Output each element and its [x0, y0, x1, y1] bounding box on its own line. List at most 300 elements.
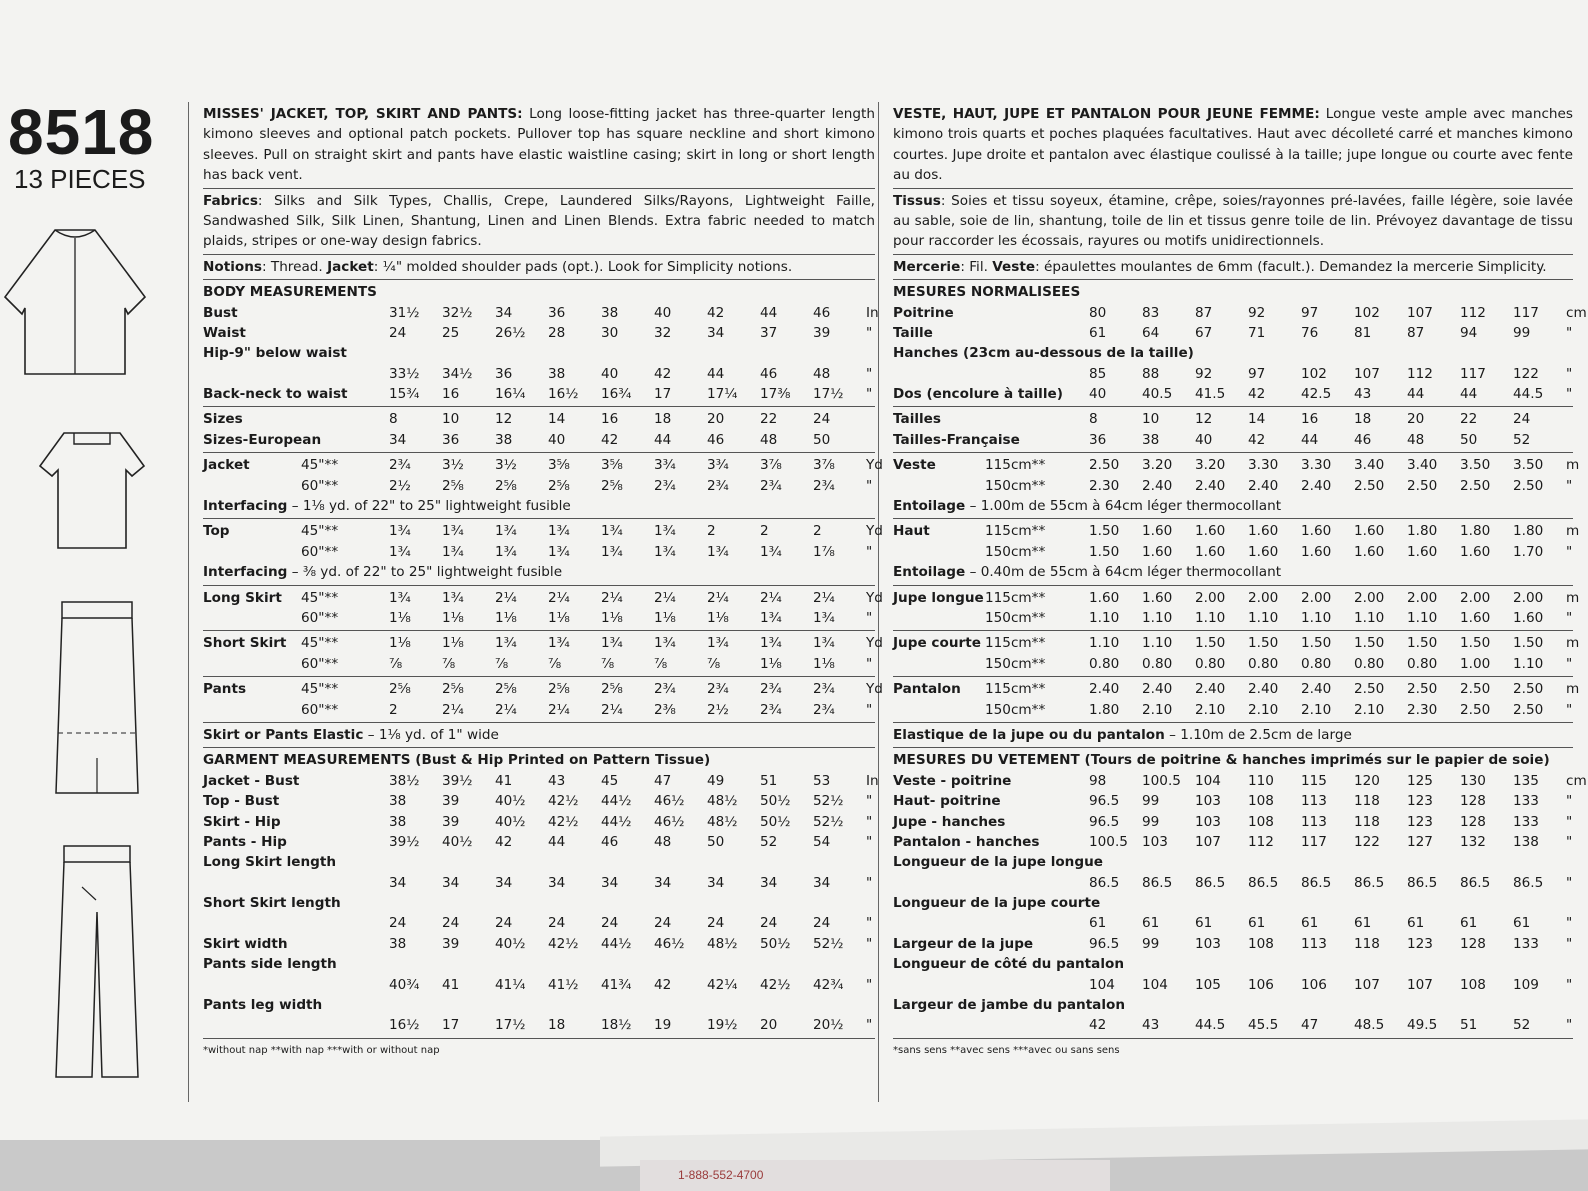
table-cell: 106 [1301, 976, 1327, 993]
table-cell: 103 [1142, 833, 1168, 850]
table-cell: 61 [1142, 915, 1160, 932]
fabric-width: 150cm** [985, 543, 1046, 560]
yardage-cell: 2.40 [1248, 681, 1279, 698]
veste-entoilage [893, 496, 1573, 516]
row-label: Pants - Hip [203, 833, 287, 850]
table-cell: 40 [654, 304, 672, 321]
yardage-cell: ⅞ [548, 655, 562, 672]
elastique-label: Elastique de la jupe ou du pantalon [893, 726, 1165, 743]
entoilage-text: – 1.00m de 55cm à 64cm léger thermocollant [965, 498, 1282, 515]
table-cell: 86.5 [1354, 874, 1385, 891]
row-spacer [985, 975, 1089, 995]
row-label: Taille [893, 324, 933, 341]
yardage-cell: 2.00 [1195, 589, 1226, 606]
fabrics-label: Fabrics [203, 192, 258, 209]
table-cell: 40½ [495, 813, 526, 830]
table-cell: 51 [760, 772, 778, 789]
yardage-cell: 2.50 [1513, 681, 1544, 698]
table-cell: 24 [495, 915, 513, 932]
unit-cell: " [866, 609, 873, 626]
table-cell: 46 [707, 431, 725, 448]
unit-cell: " [1566, 609, 1573, 626]
table-cell: 36 [1089, 431, 1107, 448]
table-cell: 122 [1513, 365, 1539, 382]
table-cell: 34 [707, 874, 725, 891]
yardage-label-blank [893, 476, 985, 496]
unit-cell: " [1566, 477, 1573, 494]
unit-cell: " [866, 477, 873, 494]
table-cell: 43 [1142, 1017, 1160, 1034]
table-cell: 39 [813, 324, 831, 341]
table-cell: 86.5 [1407, 874, 1438, 891]
jacket-interfacing [203, 496, 875, 516]
yardage-cell: 0.80 [1089, 655, 1120, 672]
yardage-cell: 2.00 [1407, 589, 1438, 606]
row-label: Back-neck to waist [203, 386, 348, 403]
table-cell: 22 [760, 411, 778, 428]
unit-cell: m [1566, 635, 1580, 652]
row-label-blank [203, 913, 301, 933]
table-cell: 18 [548, 1017, 566, 1034]
table-cell: 10 [442, 411, 460, 428]
row-label: Jacket - Bust [203, 772, 300, 789]
table-cell: 109 [1513, 976, 1539, 993]
unit-cell: Yd [866, 589, 883, 606]
table-cell: 42¼ [707, 976, 738, 993]
top-sketch [34, 428, 150, 553]
table-cell: 94 [1460, 324, 1478, 341]
table-cell: 39½ [442, 772, 473, 789]
yardage-cell: 2.40 [1301, 477, 1332, 494]
unit-cell: m [1566, 589, 1580, 606]
table-cell: 132 [1460, 833, 1486, 850]
table-cell: 44 [760, 304, 778, 321]
interfacing-label: Interfacing [203, 498, 288, 515]
yardage-cell: 2.50 [1460, 681, 1491, 698]
row-spacer [301, 873, 389, 893]
yardage-cell: 1.50 [1195, 635, 1226, 652]
yardage-cell: 1.80 [1513, 523, 1544, 540]
unit-cell: " [1566, 793, 1573, 810]
yardage-cell: 2.40 [1142, 681, 1173, 698]
row-label: Bust [203, 304, 238, 321]
pattern-number: 8518 [8, 96, 155, 168]
row-label: Skirt - Hip [203, 813, 281, 830]
yardage-cell: 2¾ [813, 477, 835, 494]
yardage-label: Veste [893, 457, 936, 474]
yardage-cell: 1¾ [760, 635, 782, 652]
yardage-cell: 2¾ [760, 681, 782, 698]
row-label: Haut- poitrine [893, 793, 1001, 810]
table-cell: 38 [389, 813, 407, 830]
table-cell: 107 [1354, 365, 1380, 382]
yardage-cell: 0.80 [1195, 655, 1226, 672]
yardage-cell: 1.60 [1195, 523, 1226, 540]
yardage-label: Jacket [203, 457, 250, 474]
table-cell: 86.5 [1195, 874, 1226, 891]
garment-measurements-title: GARMENT MEASUREMENTS (Bust & Hip Printed on Pattern Tissue) [203, 752, 711, 769]
footnote-fr: *sans sens **avec sens ***avec ou sans sens [893, 1044, 1120, 1056]
table-cell: 46 [813, 304, 831, 321]
longueur-longue-label: Longueur de la jupe longue [893, 854, 1103, 871]
table-cell: 38 [1142, 431, 1160, 448]
table-cell: 40½ [495, 793, 526, 810]
table-cell: 24 [707, 915, 725, 932]
table-cell: 51 [1460, 1017, 1478, 1034]
table-cell: 36 [495, 365, 513, 382]
table-cell: 52 [1513, 431, 1531, 448]
table-cell: 86.5 [1142, 874, 1173, 891]
table-cell: 48½ [707, 793, 738, 810]
yardage-label: Jupe longue [893, 589, 984, 606]
yardage-cell: 2¾ [760, 701, 782, 718]
yardage-cell: 2.50 [1354, 477, 1385, 494]
table-cell: 41¾ [601, 976, 632, 993]
row-spacer [301, 913, 389, 933]
yardage-cell: 2.30 [1407, 701, 1438, 718]
table-cell: 24 [601, 915, 619, 932]
table-cell: 38½ [389, 772, 420, 789]
table-cell: 100.5 [1142, 772, 1181, 789]
table-cell: 97 [1248, 365, 1266, 382]
fabrics-en [203, 191, 875, 252]
yardage-cell: 1¾ [654, 635, 676, 652]
yardage-cell: 1.60 [1513, 609, 1544, 626]
table-cell: 33½ [389, 365, 420, 382]
table-cell: 44½ [601, 813, 632, 830]
unit-cell: Yd [866, 635, 883, 652]
yardage-cell: 1⅛ [442, 609, 464, 626]
yardage-cell: 2¾ [654, 681, 676, 698]
jacket-sketch [0, 222, 150, 382]
yardage-cell: 1.60 [1142, 523, 1173, 540]
unit-cell: " [1566, 976, 1573, 993]
table-cell: 61 [1195, 915, 1213, 932]
unit-blank [1566, 430, 1586, 450]
table-cell: 130 [1460, 772, 1486, 789]
yardage-label: Top [203, 523, 230, 540]
row-label: Tailles-Française [893, 431, 1020, 448]
yardage-cell: 2½ [389, 477, 411, 494]
table-cell: 54 [813, 833, 831, 850]
table-cell: 34 [389, 431, 407, 448]
yardage-cell: 1¾ [495, 635, 517, 652]
table-cell: 40 [601, 365, 619, 382]
table-cell: 88 [1142, 365, 1160, 382]
table-cell: 45 [601, 772, 619, 789]
yardage-cell: 1¾ [389, 523, 411, 540]
yardage-cell: ⅞ [495, 655, 509, 672]
yardage-cell: 0.80 [1301, 655, 1332, 672]
table-cell: 18½ [601, 1017, 632, 1034]
table-cell: 117 [1460, 365, 1486, 382]
largeur-jambe-row [893, 1015, 1573, 1035]
row-label-blank [893, 913, 985, 933]
yardage-label: Jupe courte [893, 635, 981, 652]
table-cell: 50½ [760, 935, 791, 952]
yardage-cell: 1⅛ [442, 635, 464, 652]
table-cell: 64 [1142, 324, 1160, 341]
notions-label: Notions [203, 258, 262, 275]
table-cell: 31½ [389, 304, 420, 321]
fabric-width: 150cm** [985, 655, 1046, 672]
yardage-cell: 1.50 [1089, 523, 1120, 540]
table-cell: 26½ [495, 324, 526, 341]
yardage-cell: 1¾ [442, 543, 464, 560]
table-cell: 24 [442, 915, 460, 932]
hanches-label: Hanches (23cm au-dessous de la taille) [893, 345, 1194, 362]
fabric-width: 115cm** [985, 523, 1046, 540]
table-cell: 19½ [707, 1017, 738, 1034]
table-cell: 14 [1248, 411, 1266, 428]
table-cell: 42 [707, 304, 725, 321]
table-cell: 42.5 [1301, 386, 1332, 403]
table-cell: 48 [760, 431, 778, 448]
long-skirt-length-row [203, 873, 875, 893]
yardage-cell: 3.50 [1513, 457, 1544, 474]
yardage-label: Pantalon [893, 681, 961, 698]
fabric-width: 60"** [301, 655, 339, 672]
table-cell: 24 [813, 411, 831, 428]
table-cell: 46 [760, 365, 778, 382]
description-text: Long loose-fitting jacket has three-quarter length kimono sleeves and optional patch pockets. Pullover top has square neckline and short kimono sleeves. Pull on straight skirt and pants have elastic waistline casing; skirt in long or short length has back vent. [203, 106, 875, 184]
row-label-blank [203, 1015, 301, 1035]
table-cell: 50½ [760, 793, 791, 810]
row-spacer [985, 384, 1089, 404]
table-cell: 105 [1195, 976, 1221, 993]
notions-text: : ¼" molded shoulder pads (opt.). Look for Simplicity notions. [373, 258, 793, 275]
yardage-cell: 1.50 [1407, 635, 1438, 652]
fabric-width: 150cm** [985, 477, 1046, 494]
row-spacer [301, 1015, 389, 1035]
table-cell: 24 [760, 915, 778, 932]
yardage-cell: 1¾ [495, 523, 517, 540]
yardage-cell: 1.60 [1460, 609, 1491, 626]
unit-blank [866, 430, 890, 450]
table-cell: 104 [1195, 772, 1221, 789]
unit-cell: " [866, 813, 873, 830]
table-cell: 34 [442, 874, 460, 891]
yardage-cell: 3⅞ [760, 457, 782, 474]
table-cell: 61 [1513, 915, 1531, 932]
yardage-cell: 2 [813, 523, 822, 540]
table-cell: 102 [1301, 365, 1327, 382]
table-cell: 17 [654, 386, 672, 403]
table-cell: 24 [1513, 411, 1531, 428]
yardage-cell: 2¼ [495, 701, 517, 718]
yardage-cell: 2½ [707, 701, 729, 718]
top-yardage [203, 521, 883, 562]
table-cell: 44 [548, 833, 566, 850]
unit-cell: " [866, 915, 873, 932]
table-cell: 118 [1354, 935, 1380, 952]
yardage-cell: 2.10 [1142, 701, 1173, 718]
yardage-cell: 3¾ [654, 457, 676, 474]
row-spacer [301, 323, 389, 343]
table-cell: 17½ [813, 386, 844, 403]
row-spacer [985, 873, 1089, 893]
unit-cell: " [866, 386, 873, 403]
table-cell: 48.5 [1354, 1017, 1385, 1034]
yardage-cell: 3.20 [1195, 457, 1226, 474]
row-spacer [985, 934, 1089, 954]
largeur-jambe-label: Largeur de jambe du pantalon [893, 997, 1126, 1014]
yardage-cell: 2.50 [1089, 457, 1120, 474]
table-cell: 104 [1142, 976, 1168, 993]
table-cell: 61 [1301, 915, 1319, 932]
unit-cell: " [1566, 833, 1573, 850]
veste-metrage [893, 455, 1580, 496]
yardage-cell: 1⅛ [389, 609, 411, 626]
row-spacer [985, 832, 1089, 852]
yardage-label-blank [203, 654, 301, 674]
table-cell: 108 [1248, 935, 1274, 952]
table-cell: 135 [1513, 772, 1539, 789]
table-cell: 117 [1301, 833, 1327, 850]
pants-leg-label: Pants leg width [203, 997, 323, 1014]
row-spacer [985, 771, 1089, 791]
table-cell: 125 [1407, 772, 1433, 789]
unit-cell: " [1566, 813, 1573, 830]
table-cell: 61 [1089, 324, 1107, 341]
table-cell: 34 [601, 874, 619, 891]
row-label-blank [893, 364, 985, 384]
table-cell: 40 [548, 431, 566, 448]
phone-number: 1-888-552-4700 [678, 1168, 764, 1182]
yardage-cell: 2.10 [1195, 701, 1226, 718]
row-label: Poitrine [893, 304, 954, 321]
yardage-cell: 1¾ [548, 635, 570, 652]
yardage-cell: 1.00 [1460, 655, 1491, 672]
yardage-cell: 2.10 [1301, 701, 1332, 718]
unit-cell: " [866, 874, 873, 891]
row-label-blank [203, 975, 301, 995]
table-cell: 16½ [389, 1017, 420, 1034]
table-cell: 133 [1513, 793, 1539, 810]
yardage-cell: 1.60 [1301, 523, 1332, 540]
unit-cell: m [1566, 523, 1580, 540]
pieces-count: 13 PIECES [14, 164, 146, 194]
table-cell: 28 [548, 324, 566, 341]
interfacing-label: Interfacing [203, 564, 288, 581]
mercerie-veste-label: Veste [992, 258, 1036, 275]
table-cell: 107 [1354, 976, 1380, 993]
table-cell: 96.5 [1089, 793, 1120, 810]
table-cell: 16 [601, 411, 619, 428]
unit-cell: " [1566, 324, 1573, 341]
fabric-width: 60"** [301, 477, 339, 494]
row-spacer [301, 364, 389, 384]
unit-cell: cm [1566, 304, 1587, 321]
table-cell: 49.5 [1407, 1017, 1438, 1034]
yardage-cell: 3⅝ [548, 457, 570, 474]
table-cell: 123 [1407, 935, 1433, 952]
yardage-cell: 2⅝ [601, 477, 623, 494]
yardage-cell: 1.60 [1195, 543, 1226, 560]
elastic-text: – 1⅛ yd. of 1" wide [363, 726, 499, 743]
yardage-cell: 2⅝ [548, 681, 570, 698]
table-cell: 47 [1301, 1017, 1319, 1034]
table-cell: 52½ [813, 935, 844, 952]
table-cell: 41 [442, 976, 460, 993]
column-divider-left [188, 102, 189, 1102]
row-spacer [301, 303, 389, 323]
yardage-cell: 2⅝ [495, 681, 517, 698]
row-label: Skirt width [203, 935, 288, 952]
yardage-cell: 1.10 [1248, 609, 1279, 626]
elastique-note [893, 725, 1573, 745]
yardage-cell: 1.60 [1142, 589, 1173, 606]
yardage-cell: 2¼ [654, 589, 676, 606]
yardage-cell: 2⅜ [654, 701, 676, 718]
row-label: Top - Bust [203, 793, 280, 810]
row-spacer [301, 771, 389, 791]
long-skirt-length-label: Long Skirt length [203, 854, 337, 871]
mercerie-mid: : Fil. [960, 258, 993, 275]
table-cell: 133 [1513, 813, 1539, 830]
unit-cell: " [866, 701, 873, 718]
yardage-label-blank [893, 608, 985, 628]
unit-cell: " [1566, 365, 1573, 382]
table-cell: 46½ [654, 813, 685, 830]
yardage-cell: 1.60 [1248, 523, 1279, 540]
row-label: Jupe - hanches [893, 813, 1006, 830]
yardage-cell: 1.60 [1460, 543, 1491, 560]
yardage-label-blank [203, 476, 301, 496]
table-cell: 39 [442, 813, 460, 830]
notions-jacket-label: Jacket [327, 258, 374, 275]
table-cell: 103 [1195, 793, 1221, 810]
yardage-cell: 3.30 [1301, 457, 1332, 474]
table-cell: 40½ [442, 833, 473, 850]
table-cell: 52½ [813, 813, 844, 830]
yardage-cell: 2.00 [1354, 589, 1385, 606]
yardage-cell: 2 [707, 523, 716, 540]
row-label-blank [893, 975, 985, 995]
table-cell: 113 [1301, 935, 1327, 952]
table-cell: 118 [1354, 793, 1380, 810]
yardage-cell: 1⅛ [654, 609, 676, 626]
hip-table [203, 364, 875, 405]
unit-cell: In [866, 304, 879, 321]
unit-cell: " [866, 976, 873, 993]
yardage-cell: 2.00 [1513, 589, 1544, 606]
description-title: VESTE, HAUT, JUPE ET PANTALON POUR JEUNE FEMME: [893, 106, 1320, 122]
yardage-label-blank [203, 608, 301, 628]
table-cell: 92 [1248, 304, 1266, 321]
table-cell: 46 [601, 833, 619, 850]
yardage-cell: 1.50 [1513, 635, 1544, 652]
table-cell: 38 [548, 365, 566, 382]
yardage-cell: 1¾ [495, 543, 517, 560]
table-cell: 49 [707, 772, 725, 789]
description-fr [893, 104, 1573, 186]
row-spacer [301, 384, 389, 404]
row-spacer [985, 1015, 1089, 1035]
sizes-table [203, 409, 875, 450]
unit-blank [866, 409, 890, 429]
yardage-cell: 1.80 [1089, 701, 1120, 718]
yardage-cell: 3¾ [707, 457, 729, 474]
yardage-cell: 2⅝ [495, 477, 517, 494]
fabric-width: 150cm** [985, 701, 1046, 718]
table-cell: 24 [389, 915, 407, 932]
table-cell: 103 [1195, 813, 1221, 830]
long-skirt-yardage [203, 588, 883, 629]
unit-cell: " [1566, 655, 1573, 672]
row-spacer [301, 409, 389, 429]
yardage-cell: 3⅞ [813, 457, 835, 474]
